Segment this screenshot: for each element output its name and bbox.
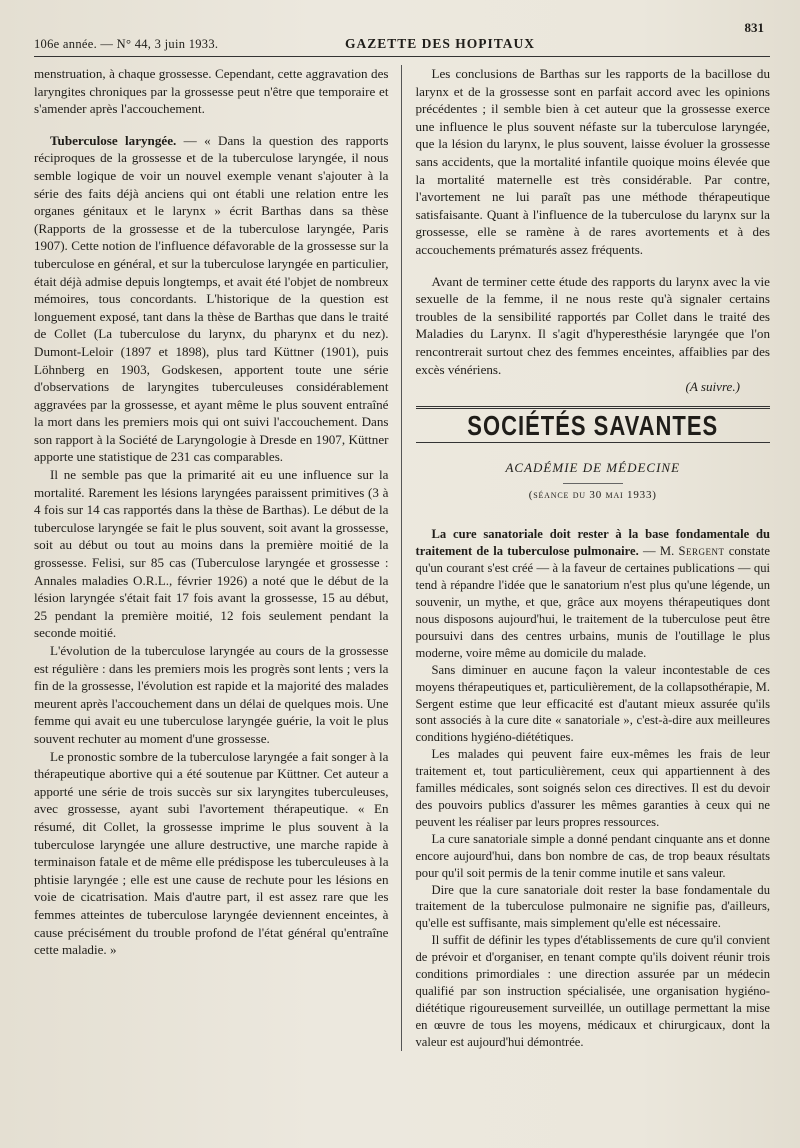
section-rule-top — [416, 406, 771, 409]
tuberculosis-paragraph — [34, 132, 389, 466]
right-paragraph-1: Les conclusions de Barthas sur les rapports de la bacillose du larynx et de la grossesse sont en parfait accord avec les opinions précédentes ; il semble bien à cet auteur que la grossesse exerce une influence le plus souvent néfaste sur la tuberculose laryngée, que la lésion du larynx, le plus souvent, laisse évoluer la grossesse sans accidents, que la mortalité infantile quoique moins élevée que la mortalité maternelle est très considérable. Par contre, l'avortement ne lui paraît pas une méthode thérapeutique satisfaisante. Quant à l'influence de la tuberculose du larynx sur la grossesse, elle se ramène à de rares avortements et à des accouchements prématurés assez fréquents. — [415, 66, 770, 257]
left-paragraph-5: Le pronostic sombre de la tuberculose laryngée a fait songer à la thérapeutique abortive qui a été soutenue par Küttner. Cet auteur a apporté une série de trois succès sur six laryngites tuberculeuses, avec grossesse, ayant subi l'avortement thérapeutique. « En résumé, dit Collet, la grossesse imprime le plus souvent à la tuberculose laryngée une allure destructive, une marche rapide à terminaison fatale et de même elle prédispose les tuberculeuses à la phtisie laryngée ; elle est une cause de rechute pour les lésions en voie de cicatrisation. Mais d'autre part, il est assez rare que les femmes atteintes de tuberculose laryngée deviennent enceintes, à cause précisément du trouble profond de l'état général qu'entraîne cette maladie. » — [34, 748, 389, 958]
right-paragraph-2: Avant de terminer cette étude des rapports du larynx avec la vie sexuelle de la femme, il ne nous reste qu'à signaler certains troubles de la sensibilité rapportés par Collet dans le traité des Maladies du Larynx. Il s'agit d'hyperesthésie laryngée que l'on rencontrerait surtout chez des femmes enceintes, affaiblies par des excès vénériens. — [415, 273, 770, 377]
report-dash: — M. — [638, 544, 679, 559]
left-paragraph-1: menstruation, à chaque grossesse. Cependant, cette aggravation des laryngites chroniques par la grossesse peut n'être que temporaire et s'amender après l'accouchement. — [34, 66, 389, 117]
text-columns — [34, 65, 770, 1051]
report-paragraph-2: Sans diminuer en aucune façon la valeur incontestable de ces moyens thérapeutiques et, particulièrement, de la collapsothérapie, M. Sergent estime que leur efficacité est d'autant mieux assurée qu'ils sont associés à la cure dite « sanatoriale », c'est-à-dire aux meilleures conditions hygiéno-diététiques. — [415, 662, 770, 745]
left-column — [34, 65, 402, 1051]
report-paragraph-4: La cure sanatoriale simple a donné pendant cinquante ans et donne encore aujourd'hui, dans bon nombre de cas, de trop beaux résultats pour qu'il soit permis de la tenir comme inutile et sans valeur. — [415, 831, 770, 880]
academy-heading: ACADÉMIE DE MÉDECINE — [505, 460, 681, 476]
continued-note: (A suivre.) — [685, 379, 740, 395]
report-author: Sergent — [678, 544, 725, 559]
report-lead-paragraph — [416, 526, 771, 661]
section-title-tuberculose: Tuberculose laryngée. — [50, 132, 177, 148]
report-paragraph-5: Dire que la cure sanatoriale doit rester la base fondamentale du traitement de la tuberculose pulmonaire ne signifie pas, d'ailleurs, qu'elle est suffisante, mais simplement qu'elle est nécessaire. — [415, 882, 770, 931]
societes-savantes-banner: SOCIÉTÉS SAVANTES — [467, 409, 719, 441]
report-paragraph-1: constate qu'un courant s'est créé — à la faveur de certaines publications — qui tend à répandre l'idée que le sanatorium n'est plus qu'une légende, un souvenir, un mythe, et que, grâce aux moyens thérapeutiques dont nous disposons aujourd'hui, le traitement de la tuberculose peut être poursuivi dans des centres urbains, munis de l'outillage le plus moderne, voire même au domicile du malade. — [415, 544, 770, 660]
issue-info: 106e année. — N° 44, 3 juin 1933. — [34, 37, 219, 51]
left-paragraph-3: Il ne semble pas que la primarité ait eu une influence sur la mortalité. Rarement les lésions laryngées paraissent primitives (3 à 4 fois sur 14 cas rapportés dans la thèse de Barthas). Le début de la tuberculose laryngée se fait le plus souvent, soit avant la grossesse, soit au début ou tout au moins dans la première moitié de la grossesse. Felisi, sur 85 cas (Tuberculose laryngée et grossesse : Annales maladies O.R.L., février 1926) a noté que le début de la lésion laryngée s'était fait 17 fois avant la grossesse, 15 au début, 25 pendant la première moitié, 12 fois seulement pendant la seconde moitié. — [34, 467, 389, 641]
academy-underline — [563, 483, 623, 484]
report-title: La cure sanatoriale doit rester à la base fondamentale du traitement de la tuberculose pulmonaire. — [415, 527, 770, 559]
left-paragraph-4: L'évolution de la tuberculose laryngée au cours de la grossesse est régulière : dans les premiers mois les progrès sont lents ; vers la fin de la grossesse, l'évolution est rapide et la majorité des malades meurent après l'accouchement dans un délai de quelques mois. Une femme qui avait eu une tuberculose laryngée guérie, la voit le plus souvent rechuter au moment d'une grossesse. — [34, 643, 389, 746]
page-number: 831 — [744, 20, 764, 35]
right-column — [416, 65, 771, 1051]
report-paragraph-6: Il suffit de définir les types d'établissements de cure qu'il convient de prévoir et d'organiser, en tenant compte qu'ils doivent réunir trois conditions primordiales : une direction assurée par un médecin qualifié par son instruction spécialisée, une organisation hygiéno-diététique rigoureusement surveillée, un outillage permettant la mise en œuvre de tous les moyens, médicaux et chirurgicaux, dont la valeur est aujourd'hui démontrée. — [415, 933, 770, 1049]
academy-report — [416, 526, 771, 1050]
section-rule-bottom — [416, 442, 771, 443]
seance-date: (séance du 30 mai 1933) — [528, 488, 657, 501]
journal-title: GAZETTE DES HOPITAUX — [344, 36, 536, 51]
left-paragraph-2: — « Dans la question des rapports réciproques de la grossesse et de la tuberculose laryngée, il nous semble logique de voir un nouvel exemple venant s'ajouter à la série des faits déjà anciens qui ont établi une relation entre les organes génitaux et le larynx » écrit Barthas dans sa thèse (Rapports de la grossesse et de la tuberculose laryngée, Paris 1907). Cette notion de l'influence défavorable de la grossesse sur la tuberculose en général, et sur la tuberculose laryngée en particulier, était déjà admise depuis longtemps, et avait été l'objet de nombreux mémoires, tous concordants. L'historique de la question est longuement exposé, tant dans la thèse de Barthas que dans le traité de Collet (La tuberculose du larynx, du pharynx et du nez). Dumont-Leloir (1897 et 1898), plus tard Küttner (1901), puis Löhnberg en 1903, Godskesen, apportent toute une série d'observations de laryngites tuberculeuses considérablement aggravées par la grossesse, et ayant même le plus souvent entraîné la mort dans les premiers mois qui ont suivi l'accouchement. Dans son rapport à la Société de Laryngologie à Dresde en 1907, Küttner apporte une statistique de 231 cas comparables. — [34, 132, 389, 465]
page-header — [34, 18, 770, 57]
report-paragraph-3: Les malades qui peuvent faire eux-mêmes les frais de leur traitement et, tout particulièrement, ceux qui appartiennent à des familles médicales, sont soignés selon ces directives. Il est du devoir des pouvoirs publics d'assurer les mêmes garanties à ceux qui ne peuvent les réaliser par leurs propres ressources. — [415, 747, 770, 829]
